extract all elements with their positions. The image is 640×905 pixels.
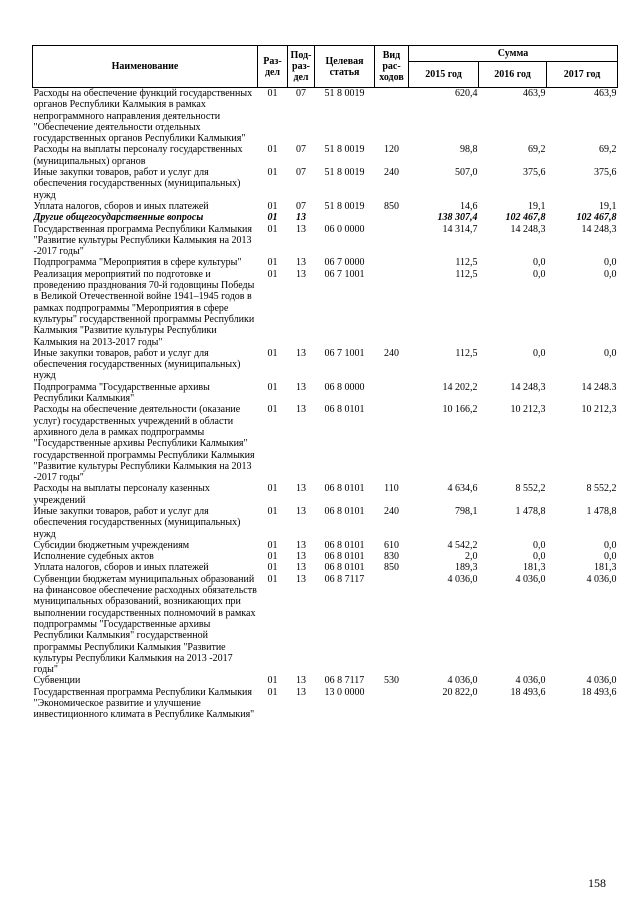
cell-podrazdel: 07 bbox=[296, 88, 306, 99]
cell-podrazdel: 13 bbox=[296, 257, 306, 269]
cell-sum-2016: 0,0 bbox=[533, 257, 546, 269]
cell-sum-2017: 0,0 bbox=[604, 347, 617, 359]
cell-target-article: 06 8 0101 bbox=[324, 551, 365, 563]
cell-podrazdel: 07 bbox=[296, 144, 306, 156]
cell-sum-2016: 0,0 bbox=[533, 268, 546, 280]
table-body bbox=[33, 88, 618, 721]
cell-expense-type bbox=[375, 88, 409, 145]
cell-sum-2015: 14,6 bbox=[460, 200, 478, 212]
cell-razdel: 01 bbox=[267, 505, 278, 517]
cell-expense-type bbox=[375, 382, 409, 405]
cell-sum-2016: 375,6 bbox=[523, 167, 546, 179]
cell-expense-type bbox=[375, 224, 409, 258]
cell-sum-2015: 14 202,2 bbox=[442, 381, 478, 393]
cell-sum-2015: 4 634,6 bbox=[447, 483, 478, 495]
cell-podrazdel: 07 bbox=[296, 167, 306, 179]
cell-name: Субвенции бюджетам муниципальных образований на финансовое обеспечение расходных обязательств муниципальных образований, возникающих при выполнении государственных полномочий в рамках подпрограммы "Государственные архивы Республики Калмыкия" государственной программы Республики Калмыкия "Развитие культуры Республики Калмыкия на 2013 -2017 годы" bbox=[33, 573, 257, 676]
cell-sum-2015: 4 542,2 bbox=[447, 539, 478, 551]
table-row bbox=[33, 687, 618, 721]
cell-razdel: 01 bbox=[267, 167, 278, 179]
header-razdel: Раз- дел bbox=[258, 46, 288, 88]
cell-sum-2016: 18 493,6 bbox=[510, 686, 546, 698]
cell-expense-type bbox=[375, 687, 409, 721]
cell-podrazdel: 13 bbox=[296, 212, 306, 224]
cell-sum-2015: 4 036,0 bbox=[447, 573, 478, 585]
table-row bbox=[33, 167, 618, 201]
table-row bbox=[33, 212, 618, 223]
cell-expense-type bbox=[375, 574, 409, 676]
cell-sum-2016: 0,0 bbox=[533, 539, 546, 551]
cell-expense-type: 850 bbox=[384, 200, 399, 212]
cell-name: Расходы на выплаты персоналу государственных (муниципальных) органов bbox=[33, 144, 243, 167]
cell-target-article: 13 0 0000 bbox=[324, 686, 365, 698]
cell-sum-2017: 0,0 bbox=[604, 539, 617, 551]
budget-table bbox=[32, 45, 618, 721]
cell-sum-2015: 20 822,0 bbox=[442, 686, 478, 698]
cell-razdel: 01 bbox=[267, 88, 278, 99]
cell-target-article bbox=[315, 212, 375, 223]
cell-razdel: 01 bbox=[267, 404, 278, 416]
cell-expense-type: 850 bbox=[384, 562, 399, 574]
table-row bbox=[33, 506, 618, 540]
cell-sum-2017: 8 552,2 bbox=[586, 483, 617, 495]
cell-sum-2017: 14 248,3 bbox=[581, 223, 617, 235]
cell-name: Государственная программа Республики Калмыкия "Экономическое развитие и улучшение инвестиционного климата в Республике Калмыкия" bbox=[33, 686, 255, 721]
header-target-article: Целевая статья bbox=[315, 46, 375, 88]
cell-target-article: 51 8 0019 bbox=[324, 167, 365, 179]
cell-razdel: 01 bbox=[267, 257, 278, 269]
cell-sum-2016: 19,1 bbox=[528, 200, 546, 212]
cell-sum-2016: 69,2 bbox=[528, 144, 546, 156]
cell-name: Реализация мероприятий по подготовке и проведению празднования 70-й годовщины Победы в Великой Отечественной войне 1941–1945 годов в рамках подпрограммы "Мероприятия в сфере культуры" государственной программы Республики Калмыкия "Развитие культуры Республики Калмыкия на 2013-2017 годы" bbox=[33, 268, 255, 348]
cell-sum-2017: 19,1 bbox=[599, 200, 617, 212]
table-row bbox=[33, 224, 618, 258]
cell-name: Государственная программа Республики Калмыкия "Развитие культуры Республики Калмыкия на 2013 -2017 годы" bbox=[33, 223, 253, 258]
cell-sum-2015: 620,4 bbox=[455, 88, 478, 99]
cell-expense-type: 830 bbox=[384, 551, 399, 563]
cell-expense-type: 110 bbox=[384, 483, 399, 495]
cell-sum-2017: 1 478,8 bbox=[586, 505, 617, 517]
cell-sum-2017: 181,3 bbox=[594, 562, 617, 574]
cell-target-article: 06 7 1001 bbox=[324, 347, 365, 359]
cell-target-article: 06 7 0000 bbox=[324, 257, 365, 269]
cell-sum-2016: 102 467,8 bbox=[505, 212, 546, 224]
header-year-2016: 2016 год bbox=[479, 62, 547, 88]
cell-podrazdel: 13 bbox=[296, 483, 306, 495]
cell-razdel: 01 bbox=[267, 268, 278, 280]
table-row bbox=[33, 382, 618, 405]
header-sum: Сумма bbox=[409, 46, 618, 62]
cell-sum-2016: 0,0 bbox=[533, 551, 546, 563]
cell-razdel: 01 bbox=[267, 200, 278, 212]
cell-name: Иные закупки товаров, работ и услуг для обеспечения государственных (муниципальных) нужд bbox=[33, 505, 241, 540]
cell-sum-2015: 112,5 bbox=[455, 347, 478, 359]
cell-podrazdel: 07 bbox=[296, 200, 306, 212]
cell-target-article: 06 8 0101 bbox=[324, 505, 365, 517]
cell-sum-2015: 112,5 bbox=[455, 268, 478, 280]
cell-sum-2017: 463,9 bbox=[594, 88, 617, 99]
cell-name: Иные закупки товаров, работ и услуг для обеспечения государственных (муниципальных) нужд bbox=[33, 347, 241, 382]
cell-razdel: 01 bbox=[267, 686, 278, 698]
cell-expense-type: 240 bbox=[384, 505, 399, 517]
cell-expense-type bbox=[375, 212, 409, 223]
cell-podrazdel: 13 bbox=[296, 381, 306, 393]
cell-target-article: 06 7 1001 bbox=[324, 268, 365, 280]
cell-podrazdel: 13 bbox=[296, 573, 306, 585]
cell-expense-type bbox=[375, 404, 409, 483]
table-row bbox=[33, 562, 618, 573]
header-year-2017: 2017 год bbox=[547, 62, 618, 88]
cell-podrazdel: 13 bbox=[296, 268, 306, 280]
header-podrazdel: Под- раз- дел bbox=[288, 46, 315, 88]
cell-sum-2017: 14 248.3 bbox=[581, 381, 617, 393]
cell-podrazdel: 13 bbox=[296, 347, 306, 359]
table-row bbox=[33, 574, 618, 676]
cell-razdel: 01 bbox=[267, 381, 278, 393]
table-row bbox=[33, 144, 618, 167]
cell-expense-type: 120 bbox=[384, 144, 399, 156]
cell-podrazdel: 13 bbox=[296, 686, 306, 698]
table-row bbox=[33, 269, 618, 348]
cell-sum-2015: 138 307,4 bbox=[437, 212, 478, 224]
cell-sum-2017: 375,6 bbox=[594, 167, 617, 179]
cell-sum-2016: 1 478,8 bbox=[515, 505, 546, 517]
cell-sum-2015: 2,0 bbox=[465, 551, 478, 563]
cell-target-article: 06 8 7117 bbox=[324, 675, 365, 687]
cell-sum-2015: 4 036,0 bbox=[447, 675, 478, 687]
table-row bbox=[33, 88, 618, 145]
table-header bbox=[33, 46, 618, 88]
cell-target-article: 06 8 0101 bbox=[324, 539, 365, 551]
cell-podrazdel: 13 bbox=[296, 539, 306, 551]
cell-sum-2015: 507,0 bbox=[455, 167, 478, 179]
cell-target-article: 51 8 0019 bbox=[324, 88, 365, 99]
cell-name: Расходы на обеспечение деятельности (оказание услуг) государственных учреждений в области архивного дела в рамках подпрограммы "Государственные архивы Республики Калмыкия" государственной программы Республики Калмыкия "Развитие культуры Республики Калмыкия на 2013 -2017 годы" bbox=[33, 404, 255, 484]
table-row bbox=[33, 348, 618, 382]
cell-sum-2016: 8 552,2 bbox=[515, 483, 546, 495]
table-row bbox=[33, 257, 618, 268]
cell-sum-2016: 181,3 bbox=[523, 562, 546, 574]
cell-target-article: 51 8 0019 bbox=[324, 144, 365, 156]
table-row bbox=[33, 404, 618, 483]
cell-sum-2016: 0,0 bbox=[533, 347, 546, 359]
cell-podrazdel: 13 bbox=[296, 223, 306, 235]
cell-target-article: 51 8 0019 bbox=[324, 200, 365, 212]
cell-name: Субвенции bbox=[33, 675, 81, 687]
cell-sum-2017: 69,2 bbox=[599, 144, 617, 156]
cell-name: Другие общегосударственные вопросы bbox=[33, 212, 204, 224]
cell-name: Исполнение судебных актов bbox=[33, 551, 154, 563]
cell-expense-type bbox=[375, 257, 409, 268]
cell-name: Расходы на обеспечение функций государственных органов Республики Калмыкия в рамках непрограммного направления деятельности "Обеспечение деятельности отдельных государственных органов Республики Калмыкия" bbox=[33, 88, 253, 145]
cell-expense-type: 610 bbox=[384, 539, 399, 551]
cell-sum-2015: 798,1 bbox=[455, 505, 478, 517]
table-row bbox=[33, 483, 618, 506]
cell-podrazdel: 13 bbox=[296, 562, 306, 574]
cell-razdel: 01 bbox=[267, 223, 278, 235]
cell-sum-2016: 463,9 bbox=[523, 88, 546, 99]
cell-razdel: 01 bbox=[267, 212, 278, 224]
cell-sum-2017: 4 036,0 bbox=[586, 675, 617, 687]
cell-podrazdel: 13 bbox=[296, 551, 306, 563]
cell-razdel: 01 bbox=[267, 144, 278, 156]
cell-sum-2016: 4 036,0 bbox=[515, 573, 546, 585]
header-name: Наименование bbox=[33, 46, 258, 88]
cell-podrazdel: 13 bbox=[296, 505, 306, 517]
cell-razdel: 01 bbox=[267, 562, 278, 574]
cell-expense-type bbox=[375, 269, 409, 348]
cell-target-article: 06 8 0000 bbox=[324, 381, 365, 393]
cell-sum-2017: 0,0 bbox=[604, 257, 617, 269]
cell-sum-2017: 0,0 bbox=[604, 268, 617, 280]
cell-razdel: 01 bbox=[267, 573, 278, 585]
cell-name: Субсидии бюджетным учреждениям bbox=[33, 539, 190, 551]
cell-sum-2016: 10 212,3 bbox=[510, 404, 546, 416]
cell-sum-2017: 0,0 bbox=[604, 551, 617, 563]
cell-podrazdel: 13 bbox=[296, 404, 306, 416]
cell-sum-2016: 14 248,3 bbox=[510, 381, 546, 393]
cell-razdel: 01 bbox=[267, 539, 278, 551]
cell-sum-2017: 10 212,3 bbox=[581, 404, 617, 416]
cell-name: Иные закупки товаров, работ и услуг для обеспечения государственных (муниципальных) нужд bbox=[33, 167, 241, 201]
cell-sum-2017: 102 467,8 bbox=[576, 212, 617, 224]
cell-name: Уплата налогов, сборов и иных платежей bbox=[33, 562, 209, 574]
cell-sum-2015: 98,8 bbox=[460, 144, 478, 156]
cell-target-article: 06 8 0101 bbox=[324, 404, 365, 416]
cell-razdel: 01 bbox=[267, 483, 278, 495]
cell-razdel: 01 bbox=[267, 551, 278, 563]
cell-sum-2015: 14 314,7 bbox=[442, 223, 478, 235]
cell-sum-2015: 10 166,2 bbox=[442, 404, 478, 416]
cell-sum-2016: 14 248,3 bbox=[510, 223, 546, 235]
cell-sum-2015: 112,5 bbox=[455, 257, 478, 269]
cell-expense-type: 530 bbox=[384, 675, 399, 687]
cell-sum-2016: 4 036,0 bbox=[515, 675, 546, 687]
cell-sum-2015: 189,3 bbox=[455, 562, 478, 574]
cell-target-article: 06 8 7117 bbox=[324, 573, 365, 585]
cell-target-article: 06 0 0000 bbox=[324, 223, 365, 235]
header-expense-type: Вид рас- ходов bbox=[375, 46, 409, 88]
cell-razdel: 01 bbox=[267, 347, 278, 359]
cell-expense-type: 240 bbox=[384, 347, 399, 359]
cell-name: Уплата налогов, сборов и иных платежей bbox=[33, 200, 209, 212]
table-row bbox=[33, 201, 618, 212]
cell-name: Подпрограмма "Мероприятия в сфере культуры" bbox=[33, 257, 242, 269]
cell-sum-2017: 18 493,6 bbox=[581, 686, 617, 698]
cell-target-article: 06 8 0101 bbox=[324, 483, 365, 495]
cell-sum-2017: 4 036,0 bbox=[586, 573, 617, 585]
cell-target-article: 06 8 0101 bbox=[324, 562, 365, 574]
cell-expense-type: 240 bbox=[384, 167, 399, 179]
header-year-2015: 2015 год bbox=[409, 62, 479, 88]
table-row bbox=[33, 551, 618, 562]
table-row bbox=[33, 675, 618, 686]
page-number: 158 bbox=[588, 876, 606, 890]
cell-razdel: 01 bbox=[267, 675, 278, 687]
cell-name: Расходы на выплаты персоналу казенных учреждений bbox=[33, 483, 210, 506]
cell-podrazdel: 13 bbox=[296, 675, 306, 687]
table-row bbox=[33, 540, 618, 551]
cell-name: Подпрограмма "Государственные архивы Республики Калмыкия" bbox=[33, 381, 210, 405]
